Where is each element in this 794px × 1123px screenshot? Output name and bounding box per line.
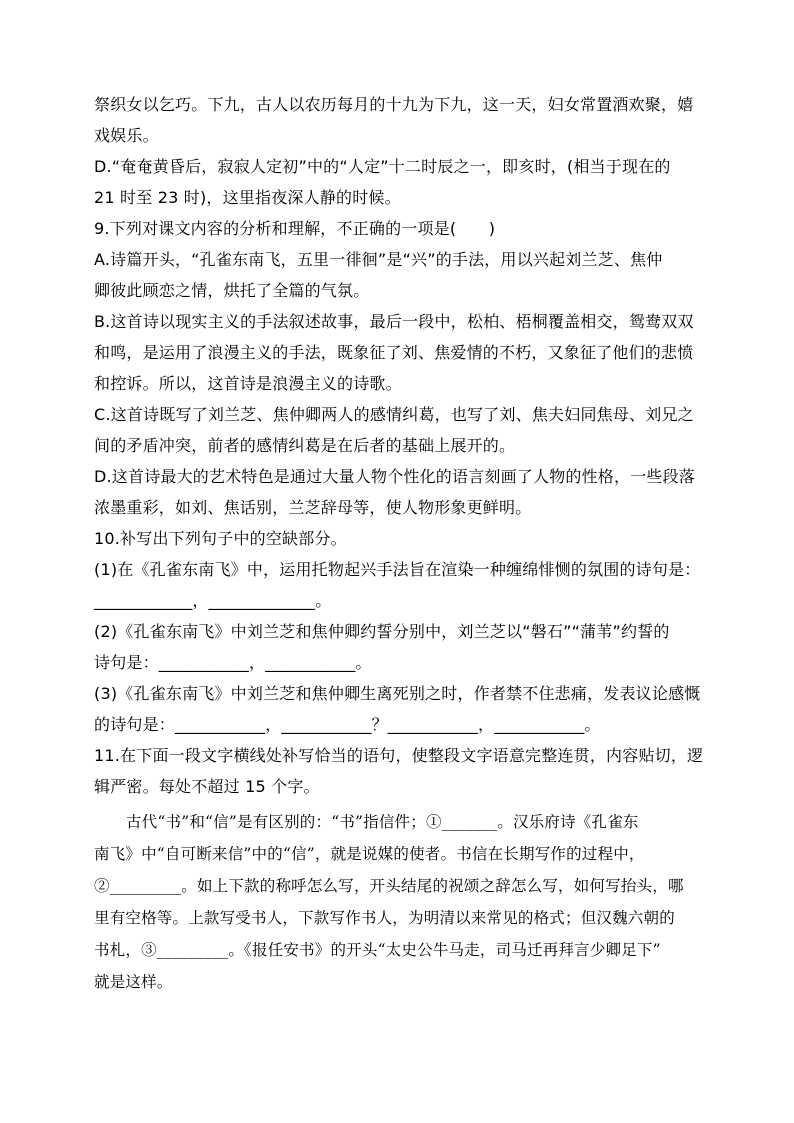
option-d-line: D.这首诗最大的艺术特色是通过大量人物个性化的语言刻画了人物的性格，一些段落 <box>94 467 696 486</box>
answer-blank-line: 诗句是：___________，___________。 <box>94 653 372 672</box>
sub-question-3: (3)《孔雀东南飞》中刘兰芝和焦仲卿生离死别之时，作者禁不住悲痛，发表议论感慨 <box>94 684 701 703</box>
passage-block <box>94 806 702 998</box>
option-b-line: B.这首诗以现实主义的手法叙述故事，最后一段中，松柏、梧桐覆盖相交，鸳鸯双双 <box>94 312 694 331</box>
text-line: 和控诉。所以，这首诗是浪漫主义的诗歌。 <box>94 374 402 393</box>
text-line: 和鸣，是运用了浪漫主义的手法，既象征了刘、焦爱情的不朽，又象征了他们的悲愤 <box>94 343 694 362</box>
question-text <box>94 89 702 802</box>
text-line: 戏娱乐。 <box>94 126 159 145</box>
sub-question-1: (1)在《孔雀东南飞》中，运用托物起兴手法旨在渲染一种缠绵悱恻的氛围的诗句是： <box>94 560 701 579</box>
text-line: 祭织女以乞巧。下九，古人以农历每月的十九为下九，这一天，妇女常置酒欢聚，嬉 <box>94 95 694 114</box>
text-line: 卿彼此顾恋之情，烘托了全篇的气氛。 <box>94 281 370 300</box>
option-d-line: D.“奄奄黄昏后，寂寂人定初”中的“人定”十二时辰之一，即亥时，(相当于现在的 <box>94 157 671 176</box>
passage-line: 南飞》中“自可断来信”中的“信”，就是说媒的使者。书信在长期写作的过程中， <box>94 845 645 863</box>
text-line: 浓墨重彩，如刘、焦话别，兰芝辞母等，使人物形象更鲜明。 <box>94 498 532 517</box>
text-line: 21 时至 23 时)，这里指夜深人静的时候。 <box>94 188 401 207</box>
answer-blank-line: ____________，_____________。 <box>94 591 332 610</box>
option-a-line: A.诗篇开头，“孔雀东南飞，五里一徘徊”是“兴”的手法，用以兴起刘兰芝、焦仲 <box>94 250 663 269</box>
passage-line: 古代“书”和“信”是有区别的：“书”指信件；①_______。汉乐府诗《孔雀东 <box>126 813 639 831</box>
passage-line: ②_________。如上下款的称呼怎么写，开头结尾的祝颂之辞怎么写，如何写抬头，哪 <box>94 877 684 895</box>
question-11-stem: 11.在下面一段文字横线处补写恰当的语句，使整段文字语意完整连贯，内容贴切，逻 <box>94 746 704 765</box>
passage-line: 书札，③_________。《报任安书》的开头“太史公牛马走，司马迁再拜言少卿足下” <box>94 941 661 959</box>
passage-line: 就是这样。 <box>94 973 173 991</box>
answer-blank-line: 的诗句是：___________，___________？___________，___________。 <box>94 715 601 734</box>
option-c-line: C.这首诗既写了刘兰芝、焦仲卿两人的感情纠葛，也写了刘、焦夫妇同焦母、刘兄之 <box>94 405 694 424</box>
question-9-stem: 9.下列对课文内容的分析和理解，不正确的一项是( ) <box>94 219 496 238</box>
question-10-stem: 10.补写出下列句子中的空缺部分。 <box>94 529 347 548</box>
passage-line: 里有空格等。上款写受书人，下款写作书人，为明清以来常见的格式；但汉魏六朝的 <box>94 909 675 927</box>
text-line: 辑严密。每处不超过 15 个字。 <box>94 777 320 796</box>
document-page <box>94 89 702 998</box>
sub-question-2: (2)《孔雀东南飞》中刘兰芝和焦仲卿约誓分别中，刘兰芝以“磐石”“蒲苇”约誓的 <box>94 622 670 641</box>
text-line: 间的矛盾冲突，前者的感情纠葛是在后者的基础上展开的。 <box>94 436 516 455</box>
